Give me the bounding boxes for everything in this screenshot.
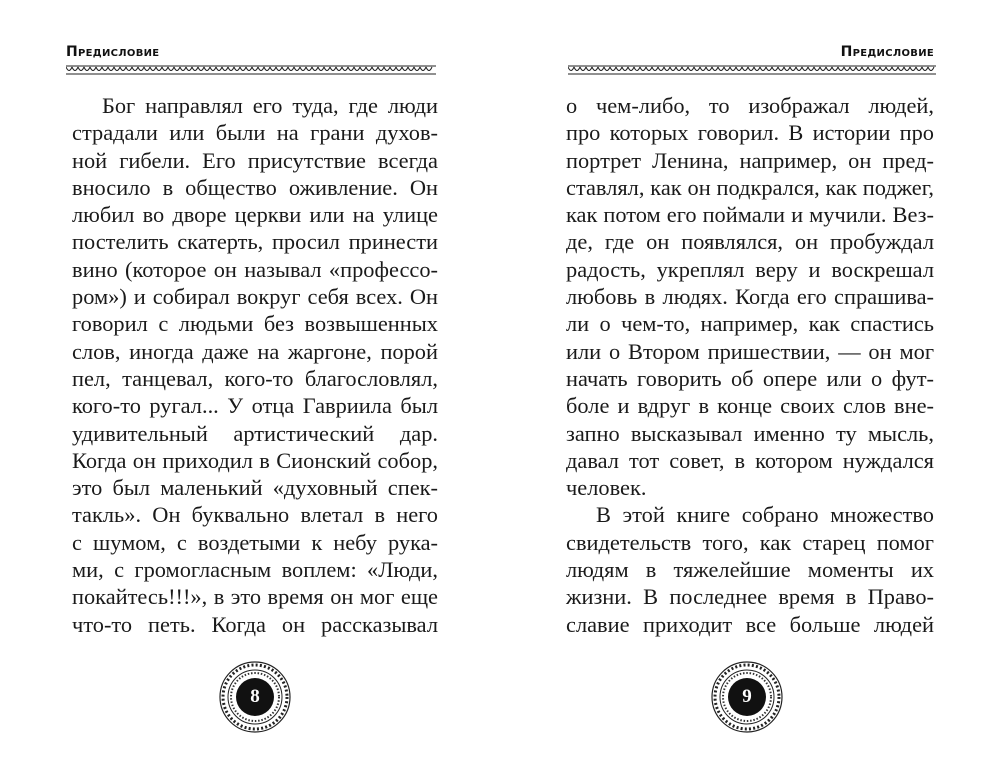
text-line: людям в тяжелейшие моменты их [566, 557, 934, 583]
text-line: свидетельств того, как старец помог [566, 529, 934, 555]
text-line: В этой книге собрано множество [596, 502, 934, 528]
text-line: кого-то ругал... У отца Гавриила был [72, 393, 438, 419]
text-line: слов, иногда даже на жаргоне, порой [72, 338, 438, 364]
text-line: с шумом, с воздетыми к небу рука- [72, 529, 438, 555]
text-line: человек. [566, 475, 647, 501]
text-line: о чем-либо, то изображал людей, [566, 93, 934, 118]
text-line: это был маленький «духовный спек- [72, 475, 438, 501]
text-line: боле и вдруг в конце своих слов вне- [566, 393, 934, 419]
header-ornament [66, 64, 436, 76]
text-line: жизни. В последнее время в Право- [566, 584, 934, 610]
text-line: покайтесь!!!», в это время он мог еще [72, 584, 438, 610]
text-line: вносило в общество оживление. Он [72, 174, 438, 200]
text-line: запно высказывал именно ту мысль, [566, 420, 934, 446]
text-line: ставлял, как он подкрался, как поджег, [566, 174, 934, 200]
text-line: про которых говорил. В истории про [566, 120, 934, 146]
text-line: портрет Ленина, например, он пред- [566, 147, 934, 173]
text-line: говорил с людьми без возвышенных [72, 311, 438, 337]
text-line: радость, укреплял веру и воскрешал [566, 256, 934, 282]
text-line: пел, танцевал, кого-то благословлял, [72, 365, 438, 391]
text-line: такль». Он буквально влетал в него [72, 502, 438, 528]
text-line: любил во дворе церкви или на улице [72, 202, 438, 228]
page-number: 9 [742, 686, 752, 707]
text-line: ром») и собирал вокруг себя всех. Он [72, 284, 438, 310]
text-line: ной гибели. Его присутствие всегда [72, 147, 438, 173]
text-line: страдали или были на грани духов- [72, 120, 438, 146]
text-line: или о Втором пришествии, — он мог [566, 338, 934, 364]
running-head: Предисловие [840, 44, 934, 60]
text-line: ли о чем-то, например, как спастись [566, 311, 934, 337]
header-ornament [568, 64, 936, 76]
body-text [72, 92, 438, 638]
text-line: вино (которое он называл «профессо- [72, 256, 438, 282]
right-page [500, 0, 1000, 781]
body-text [566, 92, 934, 638]
text-line: что-то петь. Когда он рассказывал [72, 611, 438, 637]
text-line: давал тот совет, в котором нуждался [566, 447, 934, 473]
text-line: постелить скатерть, просил принести [72, 229, 438, 255]
text-line: удивительный артистический дар. [72, 420, 438, 446]
page-number-medallion [218, 660, 292, 734]
text-line: де, где он появлялся, он пробуждал [566, 229, 934, 255]
text-line: славие приходит все больше людей [566, 611, 934, 637]
text-line: любовь в людях. Когда его спрашива- [566, 284, 934, 310]
text-line: как потом его поймали и мучили. Вез- [566, 202, 934, 228]
text-line: начать говорить об опере или о фут- [566, 365, 934, 391]
text-line: ми, с громогласным воплем: «Люди, [72, 557, 438, 583]
text-line: Бог направлял его туда, где люди [102, 93, 438, 118]
page-number-medallion [710, 660, 784, 734]
text-line: Когда он приходил в Сионский собор, [72, 447, 438, 473]
running-head: Предисловие [66, 44, 160, 60]
page-number: 8 [250, 686, 260, 707]
